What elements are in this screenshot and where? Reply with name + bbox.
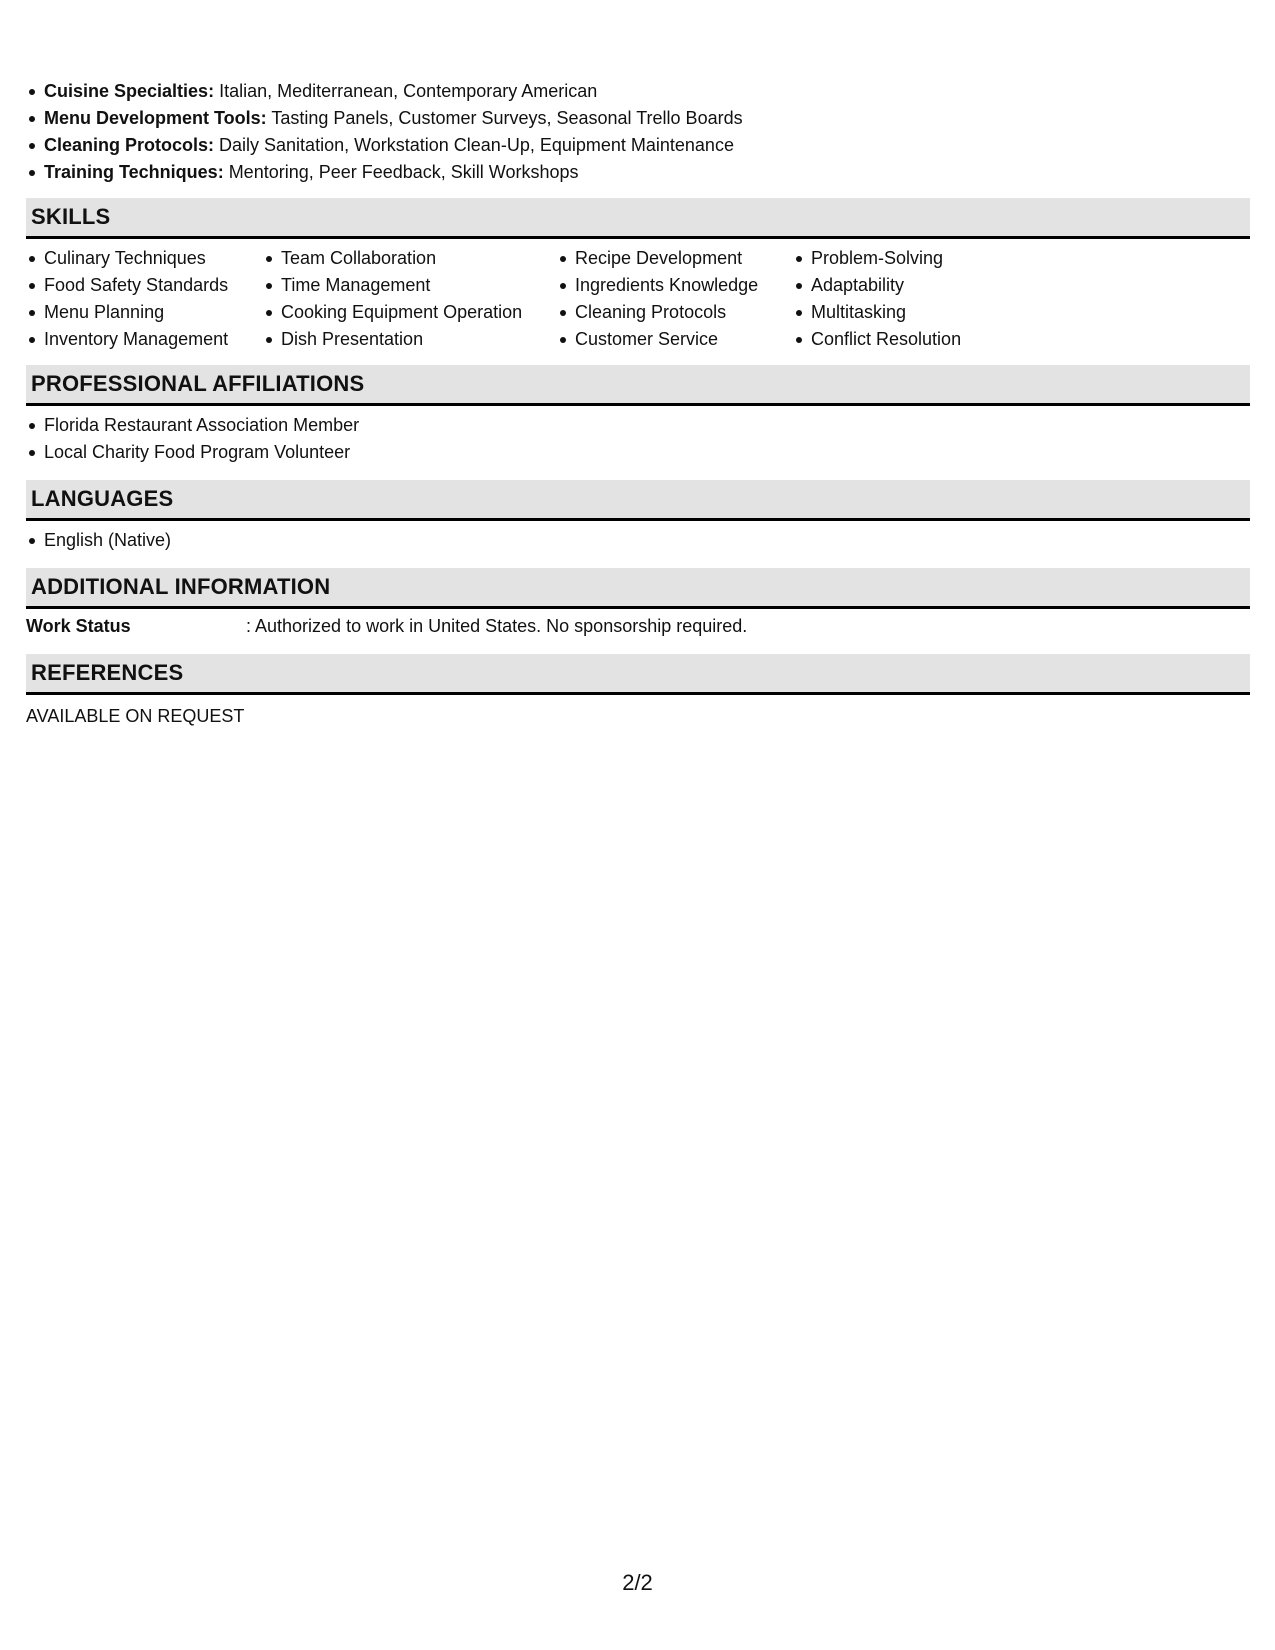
skills-column [263,245,557,353]
skill-item: Cleaning Protocols [575,299,793,326]
section-title-languages: LANGUAGES [26,480,1250,521]
skills-column [793,245,1053,353]
section-title-affiliations: PROFESSIONAL AFFILIATIONS [26,365,1250,406]
skill-item: Time Management [281,272,557,299]
list-item: English (Native) [44,527,1250,554]
skill-item: Cooking Equipment Operation [281,299,557,326]
skills-column [26,245,263,353]
list-item: Menu Development Tools: Tasting Panels, Customer Surveys, Seasonal Trello Boards [44,105,1250,132]
tools-list [26,78,1250,186]
section-title-skills: SKILLS [26,198,1250,239]
skill-item: Recipe Development [575,245,793,272]
additional-info-section [26,568,1250,640]
list-item: Florida Restaurant Association Member [44,412,1250,439]
skill-item: Dish Presentation [281,326,557,353]
skills-section [26,198,1250,353]
skill-item: Team Collaboration [281,245,557,272]
skill-item: Customer Service [575,326,793,353]
skill-item: Ingredients Knowledge [575,272,793,299]
skill-item: Problem-Solving [811,245,1053,272]
skills-column [557,245,793,353]
page-number: 2/2 [622,1570,653,1595]
affiliations-list [26,412,1250,466]
list-item: Local Charity Food Program Volunteer [44,439,1250,466]
skill-item: Culinary Techniques [44,245,263,272]
list-item: Cuisine Specialties: Italian, Mediterranean, Contemporary American [44,78,1250,105]
references-section [26,654,1250,730]
work-status-row [26,609,1250,640]
skill-item: Food Safety Standards [44,272,263,299]
section-title-additional-info: ADDITIONAL INFORMATION [26,568,1250,609]
skill-item: Conflict Resolution [811,326,1053,353]
section-title-references: REFERENCES [26,654,1250,695]
work-status-label: Work Status [26,616,131,636]
list-item: Training Techniques: Mentoring, Peer Feedback, Skill Workshops [44,159,1250,186]
skill-item: Multitasking [811,299,1053,326]
affiliations-section [26,365,1250,466]
work-status-value: : Authorized to work in United States. No sponsorship required. [246,616,748,636]
skill-item: Inventory Management [44,326,263,353]
languages-section [26,480,1250,554]
skill-item: Menu Planning [44,299,263,326]
languages-list [26,527,1250,554]
references-text: AVAILABLE ON REQUEST [26,706,245,726]
skill-item: Adaptability [811,272,1053,299]
skills-grid [26,239,1250,353]
resume-page [26,78,1250,730]
list-item: Cleaning Protocols: Daily Sanitation, Workstation Clean-Up, Equipment Maintenance [44,132,1250,159]
